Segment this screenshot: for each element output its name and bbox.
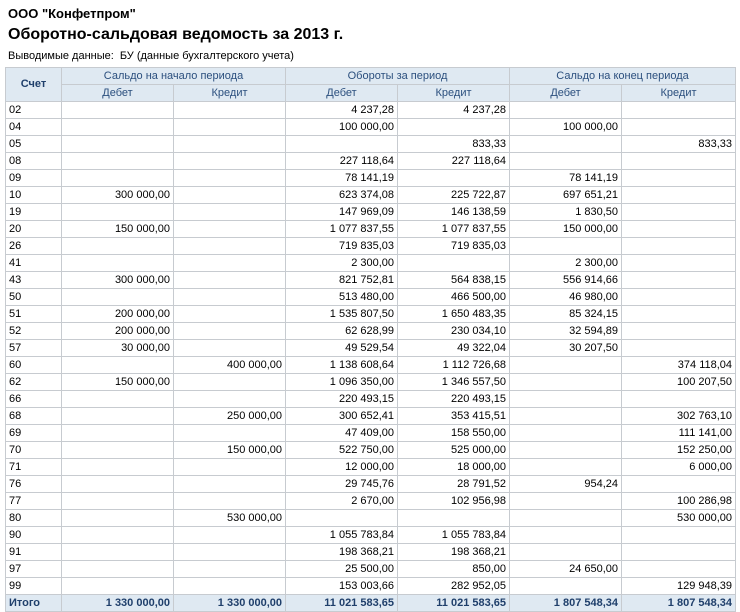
cell-opening-debit: [62, 527, 174, 544]
cell-opening-debit: 300 000,00: [62, 187, 174, 204]
cell-turnover-credit: 564 838,15: [398, 272, 510, 289]
cell-opening-credit: 150 000,00: [174, 442, 286, 459]
cell-account: 99: [6, 578, 62, 595]
cell-turnover-debit: 227 118,64: [286, 153, 398, 170]
cell-closing-debit: [510, 442, 622, 459]
total-closing-credit: 1 807 548,34: [622, 595, 736, 612]
cell-closing-credit: [622, 238, 736, 255]
cell-closing-debit: [510, 238, 622, 255]
cell-closing-debit: 2 300,00: [510, 255, 622, 272]
total-closing-debit: 1 807 548,34: [510, 595, 622, 612]
cell-turnover-credit: 1 346 557,50: [398, 374, 510, 391]
cell-account: 80: [6, 510, 62, 527]
company-name: ООО "Конфетпром": [8, 6, 136, 21]
table-row[interactable]: [6, 238, 736, 255]
total-turnover-debit: 11 021 583,65: [286, 595, 398, 612]
cell-account: 08: [6, 153, 62, 170]
cell-closing-credit: [622, 561, 736, 578]
total-turnover-credit: 11 021 583,65: [398, 595, 510, 612]
cell-closing-credit: 374 118,04: [622, 357, 736, 374]
cell-opening-credit: [174, 527, 286, 544]
cell-turnover-debit: 1 055 783,84: [286, 527, 398, 544]
cell-account: 19: [6, 204, 62, 221]
cell-opening-credit: [174, 238, 286, 255]
cell-account: 04: [6, 119, 62, 136]
cell-turnover-debit: [286, 136, 398, 153]
table-row[interactable]: [6, 408, 736, 425]
table-row[interactable]: [6, 510, 736, 527]
cell-closing-credit: [622, 187, 736, 204]
cell-opening-debit: [62, 153, 174, 170]
output-data-value: БУ (данные бухгалтерского учета): [119, 50, 294, 62]
cell-opening-debit: [62, 578, 174, 595]
col-opening-balance-header: Сальдо на начало периода: [62, 68, 286, 85]
cell-closing-credit: [622, 119, 736, 136]
cell-turnover-debit: 1 535 807,50: [286, 306, 398, 323]
cell-closing-debit: 85 324,15: [510, 306, 622, 323]
table-row[interactable]: [6, 459, 736, 476]
cell-turnover-debit: 300 652,41: [286, 408, 398, 425]
cell-account: 97: [6, 561, 62, 578]
table-row[interactable]: [6, 425, 736, 442]
cell-closing-debit: 24 650,00: [510, 561, 622, 578]
cell-turnover-credit: 833,33: [398, 136, 510, 153]
cell-closing-debit: 150 000,00: [510, 221, 622, 238]
cell-turnover-credit: 28 791,52: [398, 476, 510, 493]
cell-turnover-credit: 18 000,00: [398, 459, 510, 476]
cell-turnover-debit: 513 480,00: [286, 289, 398, 306]
cell-opening-credit: [174, 476, 286, 493]
cell-turnover-credit: 49 322,04: [398, 340, 510, 357]
cell-opening-credit: [174, 459, 286, 476]
table-row[interactable]: [6, 340, 736, 357]
balance-sheet-table: [5, 67, 736, 612]
col-account-header: Счет: [6, 68, 62, 102]
cell-account: 05: [6, 136, 62, 153]
col-closing-balance-header: Сальдо на конец периода: [510, 68, 736, 85]
cell-opening-credit: [174, 119, 286, 136]
cell-closing-debit: 46 980,00: [510, 289, 622, 306]
cell-turnover-debit: 4 237,28: [286, 102, 398, 119]
cell-turnover-debit: 821 752,81: [286, 272, 398, 289]
table-row[interactable]: [6, 221, 736, 238]
table-row[interactable]: [6, 204, 736, 221]
table-row[interactable]: [6, 170, 736, 187]
cell-opening-debit: 200 000,00: [62, 323, 174, 340]
cell-turnover-debit: 147 969,09: [286, 204, 398, 221]
totals-row: [6, 595, 736, 612]
cell-closing-credit: [622, 306, 736, 323]
cell-closing-credit: [622, 204, 736, 221]
cell-opening-credit: [174, 493, 286, 510]
cell-closing-debit: 954,24: [510, 476, 622, 493]
cell-closing-debit: [510, 153, 622, 170]
cell-account: 26: [6, 238, 62, 255]
cell-closing-credit: [622, 391, 736, 408]
cell-closing-debit: [510, 510, 622, 527]
cell-turnover-credit: 230 034,10: [398, 323, 510, 340]
cell-opening-credit: [174, 374, 286, 391]
cell-turnover-credit: 353 415,51: [398, 408, 510, 425]
col-turnover-header: Обороты за период: [286, 68, 510, 85]
cell-closing-debit: 30 207,50: [510, 340, 622, 357]
cell-account: 62: [6, 374, 62, 391]
cell-closing-credit: [622, 544, 736, 561]
table-row[interactable]: [6, 306, 736, 323]
cell-opening-debit: [62, 442, 174, 459]
cell-account: 57: [6, 340, 62, 357]
cell-turnover-debit: 623 374,08: [286, 187, 398, 204]
cell-opening-credit: [174, 102, 286, 119]
cell-account: 76: [6, 476, 62, 493]
cell-account: 43: [6, 272, 62, 289]
table-row[interactable]: [6, 561, 736, 578]
cell-closing-debit: 1 830,50: [510, 204, 622, 221]
col-opening-debit-header: Дебет: [62, 85, 174, 102]
table-row[interactable]: [6, 153, 736, 170]
cell-closing-debit: [510, 357, 622, 374]
header-row-groups: [6, 68, 736, 85]
cell-closing-credit: [622, 153, 736, 170]
cell-account: 51: [6, 306, 62, 323]
cell-turnover-debit: 1 138 608,64: [286, 357, 398, 374]
col-turnover-credit-header: Кредит: [398, 85, 510, 102]
cell-opening-credit: [174, 136, 286, 153]
cell-opening-debit: [62, 493, 174, 510]
cell-turnover-credit: 198 368,21: [398, 544, 510, 561]
cell-turnover-debit: 1 077 837,55: [286, 221, 398, 238]
cell-closing-credit: [622, 476, 736, 493]
cell-closing-debit: [510, 408, 622, 425]
table-row[interactable]: [6, 136, 736, 153]
cell-account: 50: [6, 289, 62, 306]
table-row[interactable]: [6, 357, 736, 374]
cell-opening-debit: [62, 170, 174, 187]
cell-account: 41: [6, 255, 62, 272]
cell-opening-debit: 300 000,00: [62, 272, 174, 289]
cell-opening-credit: [174, 425, 286, 442]
cell-opening-debit: [62, 102, 174, 119]
cell-closing-credit: 100 207,50: [622, 374, 736, 391]
cell-turnover-debit: 719 835,03: [286, 238, 398, 255]
cell-closing-debit: [510, 578, 622, 595]
cell-closing-credit: [622, 102, 736, 119]
cell-opening-credit: [174, 289, 286, 306]
cell-account: 52: [6, 323, 62, 340]
cell-turnover-debit: 25 500,00: [286, 561, 398, 578]
cell-closing-credit: [622, 170, 736, 187]
cell-account: 71: [6, 459, 62, 476]
cell-turnover-debit: 2 670,00: [286, 493, 398, 510]
cell-turnover-debit: 78 141,19: [286, 170, 398, 187]
cell-turnover-credit: 466 500,00: [398, 289, 510, 306]
cell-closing-debit: 32 594,89: [510, 323, 622, 340]
cell-turnover-credit: 850,00: [398, 561, 510, 578]
cell-opening-credit: [174, 561, 286, 578]
cell-turnover-debit: 1 096 350,00: [286, 374, 398, 391]
cell-opening-credit: [174, 170, 286, 187]
cell-turnover-debit: 220 493,15: [286, 391, 398, 408]
cell-opening-debit: 200 000,00: [62, 306, 174, 323]
cell-opening-credit: [174, 255, 286, 272]
cell-turnover-credit: 282 952,05: [398, 578, 510, 595]
output-data-label: Выводимые данные:: [8, 50, 114, 62]
col-opening-credit-header: Кредит: [174, 85, 286, 102]
cell-turnover-credit: [398, 510, 510, 527]
table-row[interactable]: [6, 391, 736, 408]
cell-opening-debit: 150 000,00: [62, 221, 174, 238]
cell-closing-credit: 152 250,00: [622, 442, 736, 459]
cell-closing-debit: [510, 544, 622, 561]
cell-opening-credit: [174, 578, 286, 595]
cell-opening-debit: 30 000,00: [62, 340, 174, 357]
cell-turnover-credit: 525 000,00: [398, 442, 510, 459]
cell-turnover-debit: 12 000,00: [286, 459, 398, 476]
cell-closing-debit: [510, 374, 622, 391]
cell-opening-debit: [62, 476, 174, 493]
table-row[interactable]: [6, 578, 736, 595]
cell-closing-credit: [622, 289, 736, 306]
cell-opening-debit: [62, 255, 174, 272]
cell-turnover-credit: 220 493,15: [398, 391, 510, 408]
cell-turnover-debit: 29 745,76: [286, 476, 398, 493]
output-data-info: [8, 50, 294, 62]
cell-account: 69: [6, 425, 62, 442]
cell-closing-debit: 697 651,21: [510, 187, 622, 204]
cell-turnover-debit: 2 300,00: [286, 255, 398, 272]
cell-closing-debit: [510, 459, 622, 476]
cell-opening-debit: [62, 136, 174, 153]
table-row[interactable]: [6, 272, 736, 289]
cell-closing-credit: 833,33: [622, 136, 736, 153]
col-closing-credit-header: Кредит: [622, 85, 736, 102]
cell-opening-credit: [174, 391, 286, 408]
cell-account: 90: [6, 527, 62, 544]
cell-opening-credit: [174, 306, 286, 323]
table-row[interactable]: [6, 187, 736, 204]
cell-opening-debit: [62, 391, 174, 408]
cell-closing-debit: [510, 391, 622, 408]
cell-opening-debit: [62, 425, 174, 442]
cell-account: 66: [6, 391, 62, 408]
cell-turnover-credit: 4 237,28: [398, 102, 510, 119]
cell-closing-credit: [622, 323, 736, 340]
cell-turnover-credit: 1 077 837,55: [398, 221, 510, 238]
cell-turnover-debit: 62 628,99: [286, 323, 398, 340]
cell-closing-debit: [510, 527, 622, 544]
header-row-subcolumns: [6, 85, 736, 102]
cell-opening-credit: [174, 323, 286, 340]
cell-turnover-credit: 1 112 726,68: [398, 357, 510, 374]
table-row[interactable]: [6, 493, 736, 510]
cell-opening-credit: 530 000,00: [174, 510, 286, 527]
cell-turnover-credit: 1 650 483,35: [398, 306, 510, 323]
cell-turnover-credit: [398, 255, 510, 272]
report-title: Оборотно-сальдовая ведомость за 2013 г.: [8, 26, 344, 43]
cell-opening-debit: [62, 357, 174, 374]
cell-account: 09: [6, 170, 62, 187]
cell-account: 60: [6, 357, 62, 374]
cell-opening-debit: [62, 238, 174, 255]
cell-closing-debit: 100 000,00: [510, 119, 622, 136]
cell-closing-credit: 129 948,39: [622, 578, 736, 595]
cell-closing-debit: [510, 102, 622, 119]
table-row[interactable]: [6, 323, 736, 340]
cell-turnover-debit: 522 750,00: [286, 442, 398, 459]
table-row[interactable]: [6, 119, 736, 136]
cell-closing-credit: [622, 340, 736, 357]
cell-account: 91: [6, 544, 62, 561]
cell-account: 20: [6, 221, 62, 238]
cell-opening-debit: [62, 510, 174, 527]
cell-account: 70: [6, 442, 62, 459]
cell-opening-credit: [174, 187, 286, 204]
cell-closing-credit: [622, 255, 736, 272]
cell-opening-credit: [174, 204, 286, 221]
table-row[interactable]: [6, 442, 736, 459]
cell-opening-debit: [62, 544, 174, 561]
cell-closing-debit: 78 141,19: [510, 170, 622, 187]
col-closing-debit-header: Дебет: [510, 85, 622, 102]
cell-opening-credit: 400 000,00: [174, 357, 286, 374]
cell-opening-debit: [62, 408, 174, 425]
cell-account: 02: [6, 102, 62, 119]
cell-account: 10: [6, 187, 62, 204]
cell-opening-credit: [174, 221, 286, 238]
cell-turnover-credit: 146 138,59: [398, 204, 510, 221]
table-row[interactable]: [6, 544, 736, 561]
cell-closing-debit: [510, 493, 622, 510]
cell-opening-debit: [62, 459, 174, 476]
cell-opening-credit: [174, 544, 286, 561]
cell-closing-debit: [510, 425, 622, 442]
cell-opening-debit: [62, 204, 174, 221]
table-row[interactable]: [6, 289, 736, 306]
cell-turnover-credit: [398, 170, 510, 187]
cell-opening-credit: [174, 272, 286, 289]
cell-turnover-debit: 47 409,00: [286, 425, 398, 442]
cell-turnover-credit: 102 956,98: [398, 493, 510, 510]
table-row[interactable]: [6, 476, 736, 493]
table-row[interactable]: [6, 527, 736, 544]
cell-turnover-credit: 719 835,03: [398, 238, 510, 255]
cell-turnover-debit: [286, 510, 398, 527]
cell-closing-credit: [622, 221, 736, 238]
total-opening-debit: 1 330 000,00: [62, 595, 174, 612]
cell-account: 77: [6, 493, 62, 510]
cell-opening-credit: [174, 153, 286, 170]
cell-opening-debit: 150 000,00: [62, 374, 174, 391]
table-row[interactable]: [6, 374, 736, 391]
cell-closing-debit: [510, 136, 622, 153]
cell-closing-credit: 111 141,00: [622, 425, 736, 442]
cell-opening-debit: [62, 561, 174, 578]
cell-closing-credit: 6 000,00: [622, 459, 736, 476]
total-opening-credit: 1 330 000,00: [174, 595, 286, 612]
cell-closing-credit: [622, 272, 736, 289]
cell-turnover-debit: 153 003,66: [286, 578, 398, 595]
totals-label: Итого: [6, 595, 62, 612]
cell-turnover-debit: 100 000,00: [286, 119, 398, 136]
cell-opening-credit: 250 000,00: [174, 408, 286, 425]
cell-closing-credit: [622, 527, 736, 544]
table-body: [6, 102, 736, 595]
cell-closing-debit: 556 914,66: [510, 272, 622, 289]
cell-closing-credit: 100 286,98: [622, 493, 736, 510]
cell-turnover-credit: 227 118,64: [398, 153, 510, 170]
cell-closing-credit: 530 000,00: [622, 510, 736, 527]
cell-turnover-credit: 225 722,87: [398, 187, 510, 204]
table-row[interactable]: [6, 102, 736, 119]
cell-opening-debit: [62, 119, 174, 136]
cell-turnover-debit: 49 529,54: [286, 340, 398, 357]
cell-opening-credit: [174, 340, 286, 357]
cell-turnover-debit: 198 368,21: [286, 544, 398, 561]
cell-opening-debit: [62, 289, 174, 306]
col-turnover-debit-header: Дебет: [286, 85, 398, 102]
cell-closing-credit: 302 763,10: [622, 408, 736, 425]
cell-turnover-credit: 158 550,00: [398, 425, 510, 442]
table-row[interactable]: [6, 255, 736, 272]
cell-turnover-credit: 1 055 783,84: [398, 527, 510, 544]
cell-account: 68: [6, 408, 62, 425]
cell-turnover-credit: [398, 119, 510, 136]
